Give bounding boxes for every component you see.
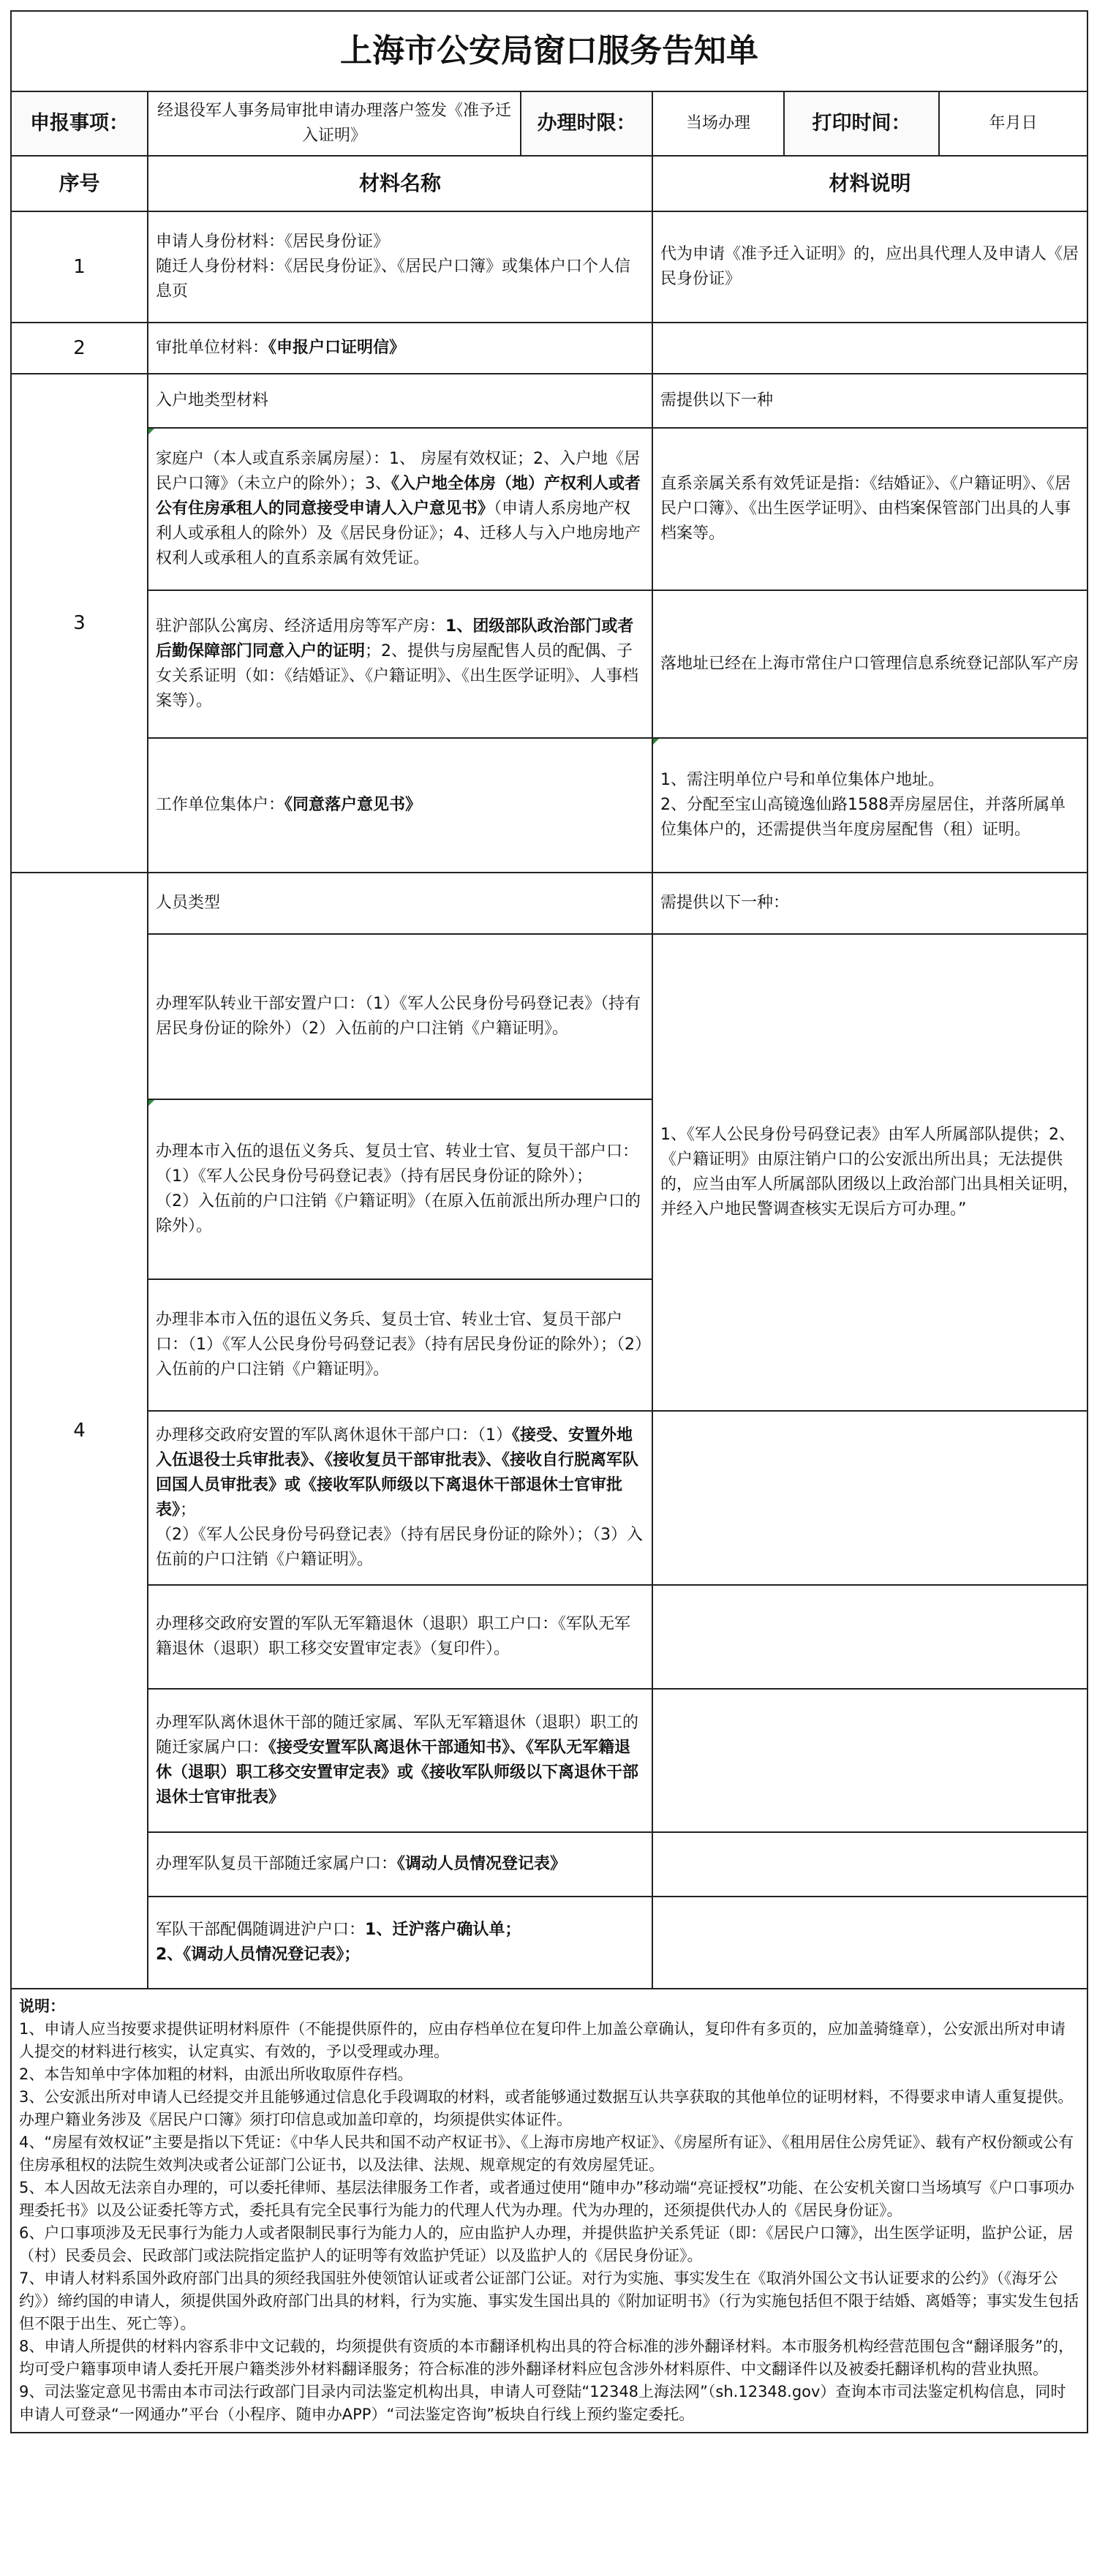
header-desc: 材料说明: [652, 156, 1087, 211]
note-item: 6、户口事项涉及无民事行为能力人或者限制民事行为能力人的，应由监护人办理，并提供监护关系凭证（即：《居民户口簿》，出生医学证明，监护公证，居（村）民委员会、民政部门或法院指定监护人的证明等有效监护凭证）以及监护人的《居民身份证》。: [19, 2224, 1074, 2264]
row-number: 3: [11, 374, 148, 873]
material-bold: 《同意落户意见书》: [284, 796, 422, 814]
material-bold: 《接受、安置外地入伍退役士兵审批表》、《接收复员干部审批表》、《接收自行脱离军队回国人员审批表》或《接收军队师级以下离退休干部退休士官审批表》: [156, 1426, 639, 1519]
notes-section: [11, 1989, 1087, 2433]
material-text: 家庭户（本人或直系亲属房屋）：1、 房屋有效权证；2、入户地《居民户口簿》（未立户的除外）；3、: [156, 450, 640, 493]
material-name: [148, 211, 652, 323]
material-desc: 代为申请《准予迁入证明》的，应出具代理人及申请人《居民身份证》: [652, 211, 1087, 323]
table-row: [11, 1411, 1087, 1585]
note-item: 9、司法鉴定意见书需由本市司法行政部门目录内司法鉴定机构出具，申请人可登陆“12348上海法网”（sh.12348.gov）查询本市司法鉴定机构信息，同时申请人可登录“一网通办”平台（小程序、随申办APP）“司法鉴定咨询”板块自行线上预约鉴定委托。: [19, 2383, 1066, 2423]
notes-title: 说明：: [19, 1997, 65, 2015]
material-desc: 直系亲属关系有效凭证是指：《结婚证》、《户籍证明》、《居民户口簿》、《出生医学证明》、由档案保管部门出具的人事档案等。: [652, 428, 1087, 590]
material-desc: 需提供以下一种：: [652, 873, 1087, 934]
print-label: 打印时间：: [785, 92, 940, 155]
row-number: 1: [11, 211, 148, 323]
table-row: [11, 211, 1087, 323]
table-row: [11, 428, 1087, 590]
material-desc: 需提供以下一种: [652, 374, 1087, 428]
material-name: [148, 1832, 652, 1897]
table-row: [11, 1897, 1087, 1989]
note-item: 3、公安派出所对申请人已经提交并且能够通过信息化手段调取的材料，或者能够通过数据互认共享获取的其他单位的证明材料，不得要求申请人重复提供。办理户籍业务涉及《居民户口簿》须打印信息或加盖印章的，均须提供实体证件。: [19, 2088, 1074, 2128]
material-line: 办理本市入伍的退伍义务兵、复员士官、转业士官、复员干部户口：: [156, 1142, 639, 1161]
material-text: 办理移交政府安置的军队离休退休干部户口：（1）: [156, 1426, 512, 1445]
table-row: [11, 374, 1087, 428]
material-desc: [652, 323, 1087, 374]
material-desc: [652, 1897, 1087, 1989]
material-bold: 《申报户口证明信》: [268, 339, 406, 357]
material-text: 军队干部配偶随调进沪户口：: [156, 1921, 366, 1939]
print-value: 年月日: [989, 114, 1038, 132]
material-text: 驻沪部队公寓房、经济适用房等军产房：: [156, 617, 446, 636]
time-value: 当场办理: [652, 91, 784, 156]
table-row: [11, 934, 1087, 1099]
item-value: 经退役军人事务局审批申请办理落户签发《准予迁入证明》: [148, 91, 521, 156]
material-text: ；2、提供与房屋配售人员的配偶、子女关系证明（如：《结婚证》、《户籍证明》、《出生医学证明》、人事档案等）。: [156, 642, 639, 710]
table-row: [11, 873, 1087, 934]
material-text: 办理军队复员干部随迁家属户口：: [156, 1855, 398, 1873]
material-text: （申请人系房地产权利人或承租人的除外）及《居民身份证》；4、迁移人与入户地房地产权利人或承租人的直系亲属有效凭证。: [156, 500, 641, 568]
material-desc: 1、《军人公民身份号码登记表》由军人所属部队提供；2、《户籍证明》由原注销户口的公安派出所出具；无法提供的，应当由军人所属部队团级以上政治部门出具相关证明，并经入户地民警调查核实无误后方可办理。”: [652, 934, 1087, 1411]
material-name: [148, 428, 652, 590]
material-name: [148, 1897, 652, 1989]
notice-table: [10, 10, 1088, 2433]
material-desc: [652, 1585, 1087, 1689]
note-item: 8、申请人所提供的材料内容系非中文记载的，均须提供有资质的本市翻译机构出具的符合标准的涉外翻译材料。本市服务机构经营范围包含“翻译服务”的，均可受户籍事项申请人委托开展户籍类涉外材料翻译服务；符合标准的涉外翻译材料应包含涉外材料原件、中文翻译件以及被委托翻译机构的营业执照。: [19, 2338, 1074, 2378]
material-name: [148, 1411, 652, 1585]
table-row: [11, 1585, 1087, 1689]
row-number: 4: [11, 873, 148, 1989]
material-name: [148, 1689, 652, 1832]
material-bold: 1、团级部队政治部门或者后勤保障部门同意入户的证明: [156, 617, 634, 660]
material-line: （2）入伍前的户口注销《户籍证明》（在原入伍前派出所办理户口的除外）。: [156, 1192, 641, 1235]
print-cell: [784, 91, 1087, 156]
notice-sheet: [10, 10, 1087, 2566]
material-line: 申请人身份材料：《居民身份证》: [156, 233, 390, 251]
notes-row: [11, 1989, 1087, 2433]
material-desc: 落地址已经在上海市常住户口管理信息系统登记部队军产房: [652, 590, 1087, 738]
item-label: 申报事项：: [11, 91, 148, 156]
desc-line: 1、需注明单位户号和单位集体户地址。: [660, 771, 944, 789]
desc-line: 2、分配至宝山高镜逸仙路1588弄房屋居住，并落所属单位集体户的，还需提供当年度房屋配售（租）证明。: [660, 796, 1066, 839]
material-name: [148, 590, 652, 738]
note-item: 2、本告知单中字体加粗的材料，由派出所收取原件存档。: [19, 2065, 413, 2083]
note-item: 5、本人因故无法亲自办理的，可以委托律师、基层法律服务工作者，或者通过使用“随申办”移动端“亮证授权”功能、在公安机关窗口当场填写《户口事项办理委托书》以及公证委托等方式，委托具有完全民事行为能力的代理人代为办理。代为办理的，还须提供代办人的《居民身份证》。: [19, 2179, 1074, 2219]
material-name: 办理移交政府安置的军队无军籍退休（退职）职工户口：《军队无军籍退休（退职）职工移交安置审定表》（复印件）。: [148, 1585, 652, 1689]
material-text: （2）《军人公民身份号码登记表》（持有居民身份证的除外）；（3）入伍前的户口注销《户籍证明》。: [156, 1526, 643, 1569]
material-name: 人员类型: [148, 873, 652, 934]
material-name: 入户地类型材料: [148, 374, 652, 428]
material-name: 办理非本市入伍的退伍义务兵、复员士官、转业士官、复员干部户口：（1）《军人公民身份号码登记表》（持有居民身份证的除外）；（2）入伍前的户口注销《户籍证明》。: [148, 1279, 652, 1411]
material-desc: [652, 1411, 1087, 1585]
table-row: [11, 1832, 1087, 1897]
material-text: 办理军队离休退休干部的随迁家属、军队无军籍退休（退职）职工的随迁家属户口：: [156, 1714, 639, 1757]
material-bold: 《调动人员情况登记表》: [397, 1855, 567, 1873]
table-row: [11, 1689, 1087, 1832]
material-desc: [652, 1689, 1087, 1832]
material-desc: [652, 1832, 1087, 1897]
header-name: 材料名称: [148, 156, 652, 211]
note-item: 7、申请人材料系国外政府部门出具的须经我国驻外使领馆认证或者公证部门公证。对行为实施、事实发生在《取消外国公文书认证要求的公约》（《海牙公约》）缔约国的申请人，须提供国外政府部门出具的材料，行为实施、事实发生国出具的《附加证明书》（行为实施包括但不限于结婚、离婚等；事实发生包括但不限于出生、死亡等）。: [19, 2270, 1079, 2332]
header-no: 序号: [11, 156, 148, 211]
material-bold: 2、《调动人员情况登记表》；: [156, 1946, 361, 1964]
page-title: 上海市公安局窗口服务告知单: [11, 11, 1087, 91]
material-line: （1）《军人公民身份号码登记表》（持有居民身份证的除外）；: [156, 1167, 592, 1186]
material-text: ；: [180, 1501, 197, 1519]
material-text: 审批单位材料：: [156, 339, 269, 357]
material-name: 办理军队转业干部安置户口：（1）《军人公民身份号码登记表》（持有居民身份证的除外）（2）入伍前的户口注销《户籍证明》。: [148, 934, 652, 1099]
material-text: 工作单位集体户：: [156, 796, 285, 814]
table-row: [11, 323, 1087, 374]
material-name: [148, 323, 652, 374]
time-label: 办理时限：: [521, 91, 652, 156]
table-row: [11, 738, 1087, 873]
material-bold: 1、迁沪落户确认单；: [365, 1921, 521, 1939]
material-bold: 《入户地全体房（地）产权利人或者公有住房承租人的同意接受申请人入户意见书》: [156, 475, 641, 518]
material-name: [148, 738, 652, 873]
material-line: 随迁人身份材料：《居民身份证》、《居民户口簿》或集体户口个人信息页: [156, 257, 631, 301]
note-item: 4、“房屋有效权证”主要是指以下凭证：《中华人民共和国不动产权证书》、《上海市房地产权证》、《房屋所有证》、《租用居住公房凭证》、载有产权份额或公有住房承租权的法院生效判决或者公证部门公证书，以及法律、法规、规章规定的有效房屋凭证。: [19, 2134, 1074, 2174]
material-bold: 《接受安置军队离退休干部通知书》、《军队无军籍退休（退职）职工移交安置审定表》或《接收军队师级以下离退休干部退休士官审批表》: [156, 1739, 639, 1807]
material-name: [148, 1099, 652, 1279]
material-desc: [652, 738, 1087, 873]
note-item: 1、申请人应当按要求提供证明材料原件（不能提供原件的，应由存档单位在复印件上加盖公章确认，复印件有多页的，应加盖骑缝章），公安派出所对申请人提交的材料进行核实，认定真实、有效的，予以受理或办理。: [19, 2020, 1066, 2060]
row-number: 2: [11, 323, 148, 374]
table-row: [11, 590, 1087, 738]
